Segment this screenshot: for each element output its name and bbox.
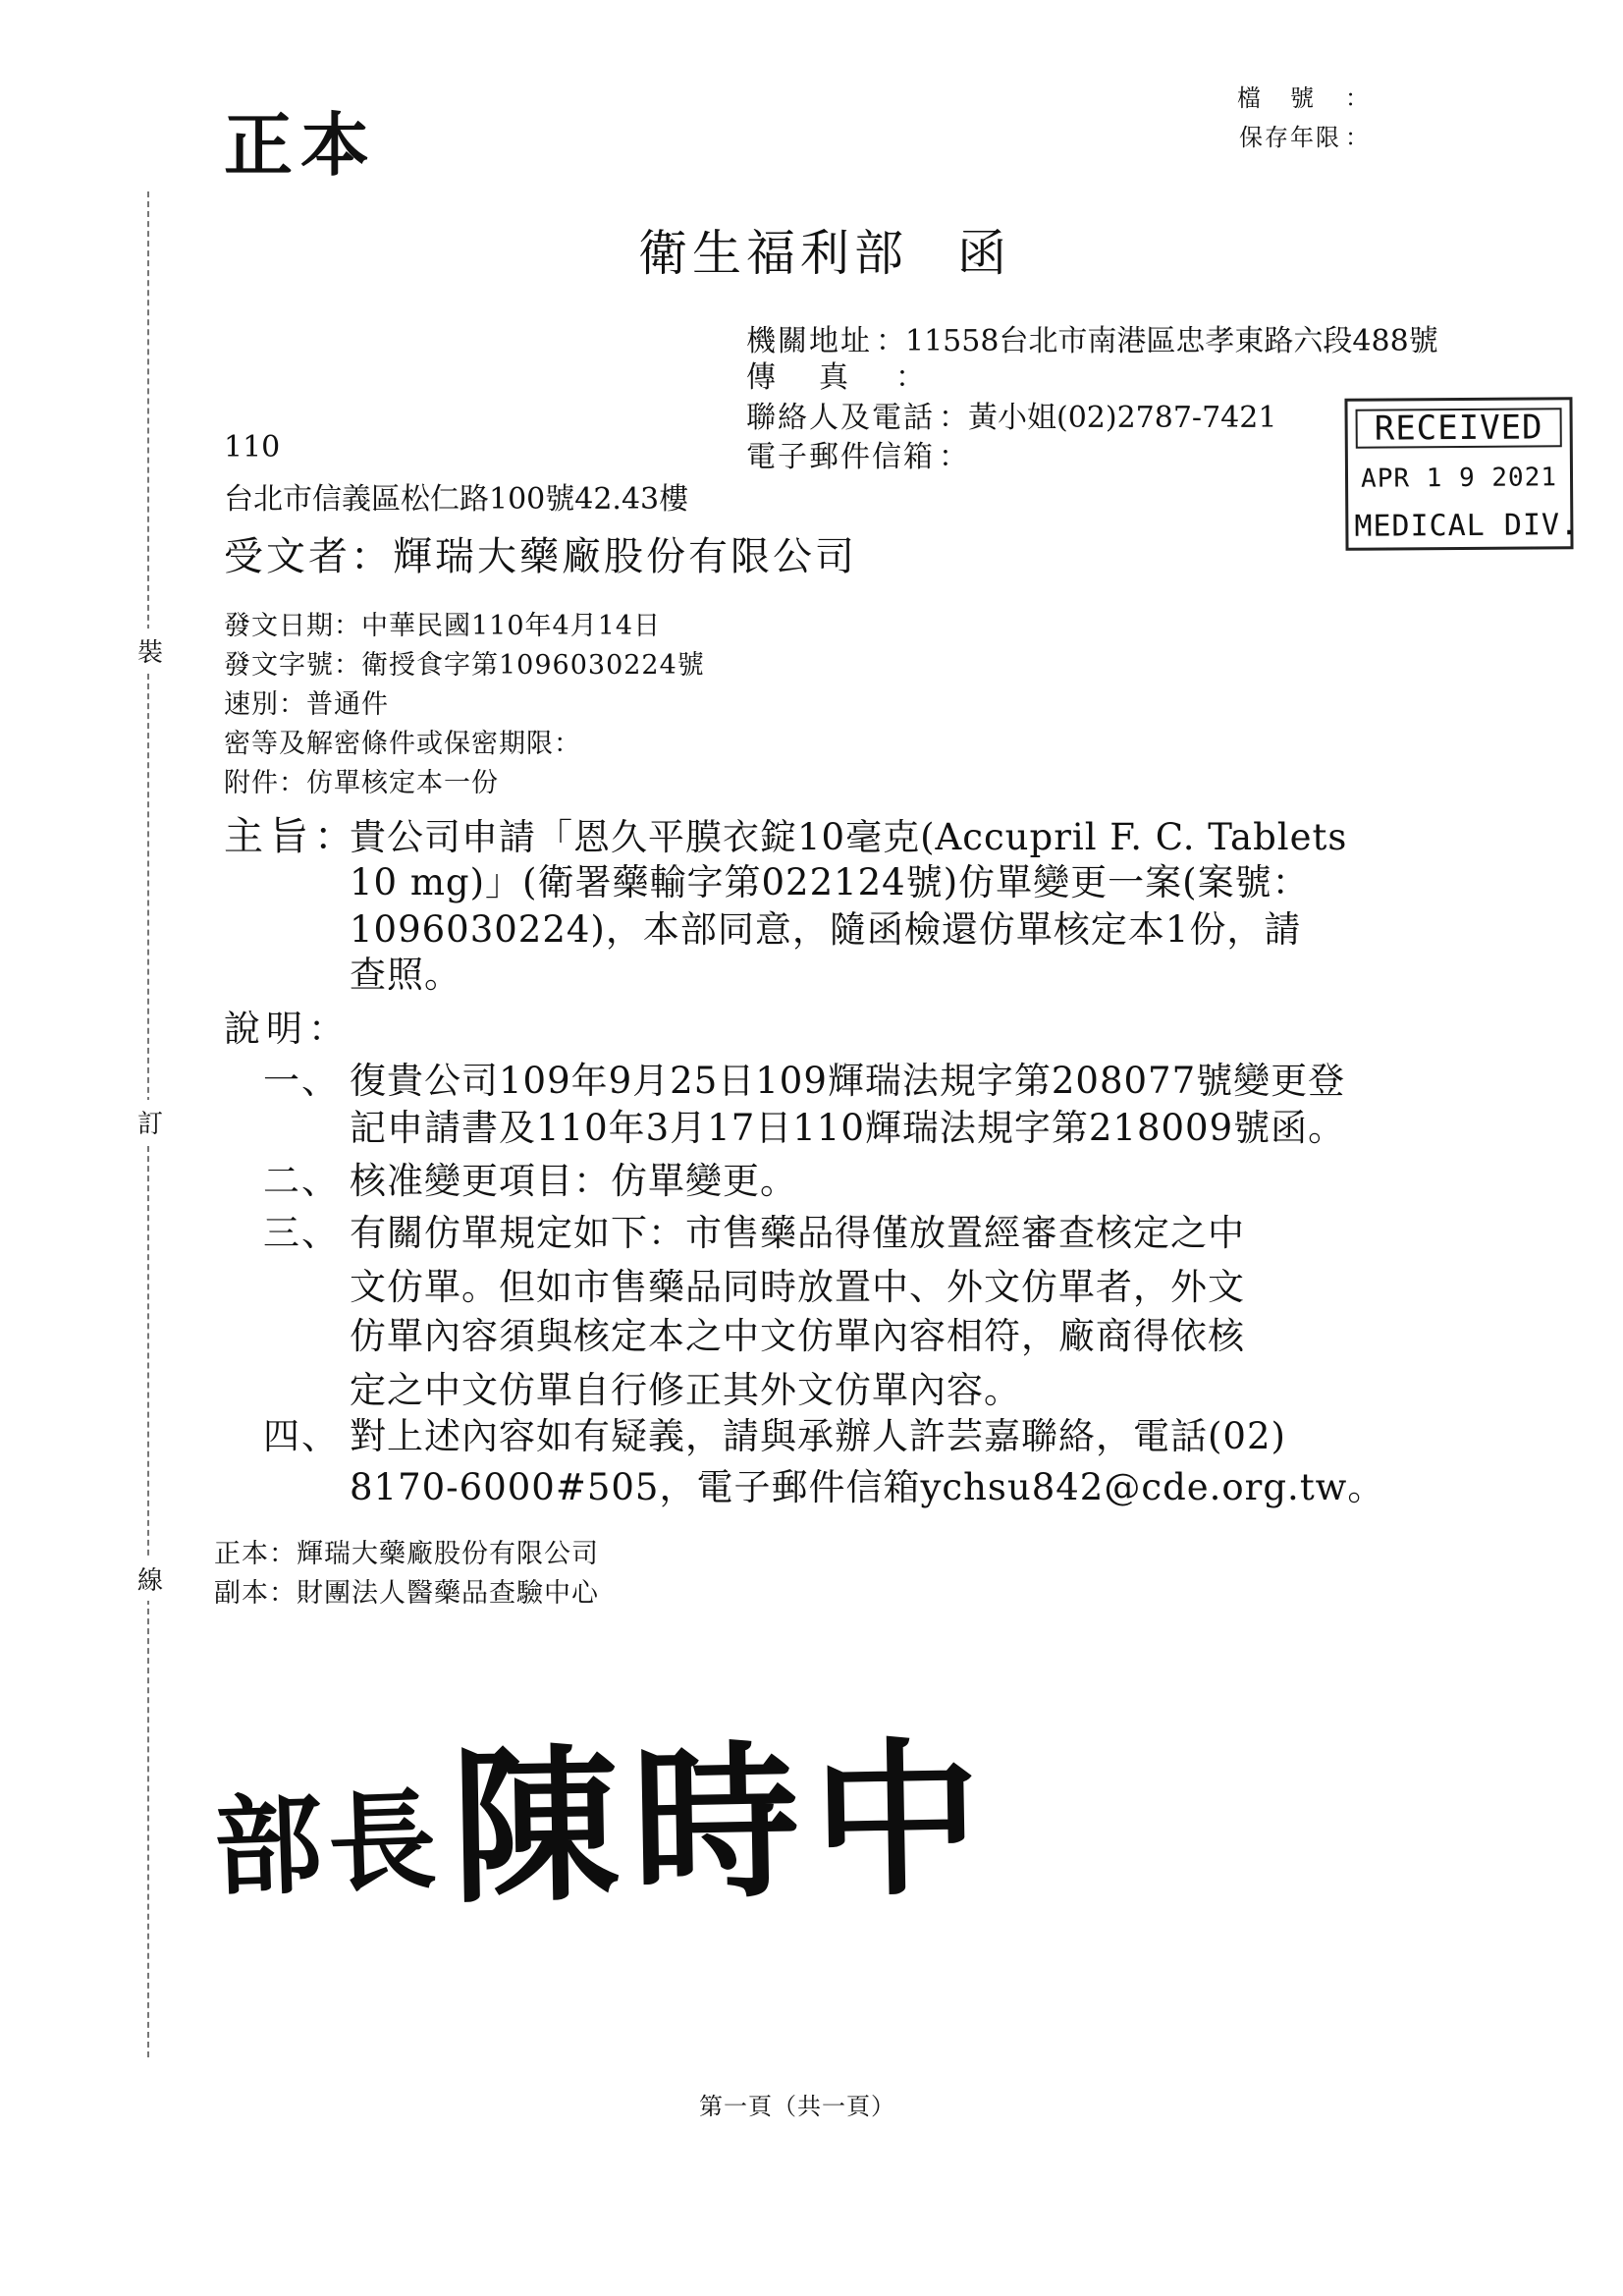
- retention-label: 保存年限: [1239, 124, 1341, 151]
- received-stamp-date: APR 1 9 2021: [1361, 463, 1558, 494]
- explanation-item-line: 對上述內容如有疑義，請與承辦人許芸嘉聯絡，電話(02): [350, 1415, 1286, 1457]
- file-number-label: 檔號: [1237, 84, 1343, 112]
- sender-address-label: 機關地址: [746, 324, 872, 358]
- explanation-item-line: 記申請書及110年3月17日110輝瑞法規字第218009號函。: [350, 1107, 1346, 1149]
- recipient-address: 台北市信義區松仁路100號42.43樓: [224, 482, 689, 517]
- sender-fax-label: 傳真: [746, 360, 892, 395]
- recipient: 受文者：輝瑞大藥廠股份有限公司: [224, 534, 857, 579]
- signature-name: 陳時中: [450, 1721, 996, 1927]
- sender-email-row: [746, 432, 968, 475]
- explanation-item-number: 四、: [263, 1415, 340, 1457]
- sender-fax-row: [746, 353, 925, 396]
- explanation-item-number: 一、: [263, 1060, 340, 1102]
- sender-address-value: ：11558台北市南港區忠孝東路六段488號: [876, 324, 1438, 358]
- subject-line: 貴公司申請「恩久平膜衣錠10毫克(Accupril F. C. Tablets: [350, 816, 1348, 858]
- explanation-item-line: 文仿單。但如市售藥品同時放置中、外文仿單者，外文: [350, 1266, 1245, 1308]
- retention-value: ：: [1345, 124, 1369, 151]
- binding-mark-zhuang: 裝: [137, 629, 163, 673]
- sender-contact-label: 聯絡人及電話: [746, 401, 935, 435]
- subject-line: 10 mg)」(衛署藥輸字第022124號)仿單變更一案(案號：: [350, 861, 1310, 903]
- received-stamp-department: MEDICAL DIV.: [1354, 508, 1580, 544]
- sender-contact-row: [746, 393, 1276, 436]
- sender-fax-value: ：: [895, 360, 925, 395]
- issue-date: 發文日期：中華民國110年4月14日: [224, 611, 662, 641]
- subject-line: 1096030224)，本部同意，隨函檢還仿單核定本1份，請: [350, 908, 1302, 951]
- explanation-item-line: 核准變更項目：仿單變更。: [350, 1160, 797, 1202]
- sender-email-label: 電子郵件信箱: [746, 440, 935, 474]
- copy-mark: 正本: [224, 104, 377, 186]
- document-number: 發文字號：衛授食字第1096030224號: [224, 650, 705, 681]
- subject-label: 主旨：: [224, 814, 359, 859]
- sender-email-value: ：: [939, 440, 968, 474]
- binding-mark-ding: 訂: [137, 1100, 163, 1144]
- received-stamp: [1344, 397, 1580, 551]
- sender-contact-value: ：黃小姐(02)2787-7421: [939, 401, 1277, 435]
- copy-recipient: 副本：財團法人醫藥品查驗中心: [214, 1578, 599, 1609]
- explanation-item-line: 仿單內容須與核定本之中文仿單內容相符，廠商得依核: [350, 1315, 1245, 1357]
- classification: 密等及解密條件或保密期限：: [224, 729, 581, 759]
- file-number-value: ：: [1345, 84, 1369, 112]
- signature-title: 部長: [212, 1776, 445, 1912]
- explanation-item-line: 8170-6000#505，電子郵件信箱ychsu842@cde.org.tw。: [350, 1466, 1385, 1508]
- explanation-item-number: 二、: [263, 1160, 340, 1202]
- subject-line: 查照。: [350, 954, 461, 996]
- minister-signature: [214, 1689, 994, 1930]
- original-recipient: 正本：輝瑞大藥廠股份有限公司: [214, 1539, 599, 1569]
- document-type: 函: [957, 225, 1006, 282]
- explanation-label: 說明：: [224, 1008, 351, 1050]
- page-footer: 第一頁（共一頁）: [699, 2093, 895, 2120]
- explanation-item-line: 有關仿單規定如下：市售藥品得僅放置經審查核定之中: [350, 1212, 1245, 1254]
- attachment: 附件：仿單核定本一份: [224, 768, 499, 798]
- delivery-speed: 速別：普通件: [224, 689, 389, 720]
- received-stamp-top: RECEIVED: [1356, 408, 1562, 448]
- explanation-item-line: 定之中文仿單自行修正其外文仿單內容。: [350, 1369, 1021, 1411]
- recipient-postal-code: 110: [224, 430, 281, 465]
- agency-title: 衛生福利部: [638, 225, 908, 282]
- explanation-item-number: 三、: [263, 1212, 340, 1254]
- binding-mark-xian: 線: [137, 1557, 163, 1601]
- explanation-item-line: 復貴公司109年9月25日109輝瑞法規字第208077號變更登: [350, 1060, 1346, 1102]
